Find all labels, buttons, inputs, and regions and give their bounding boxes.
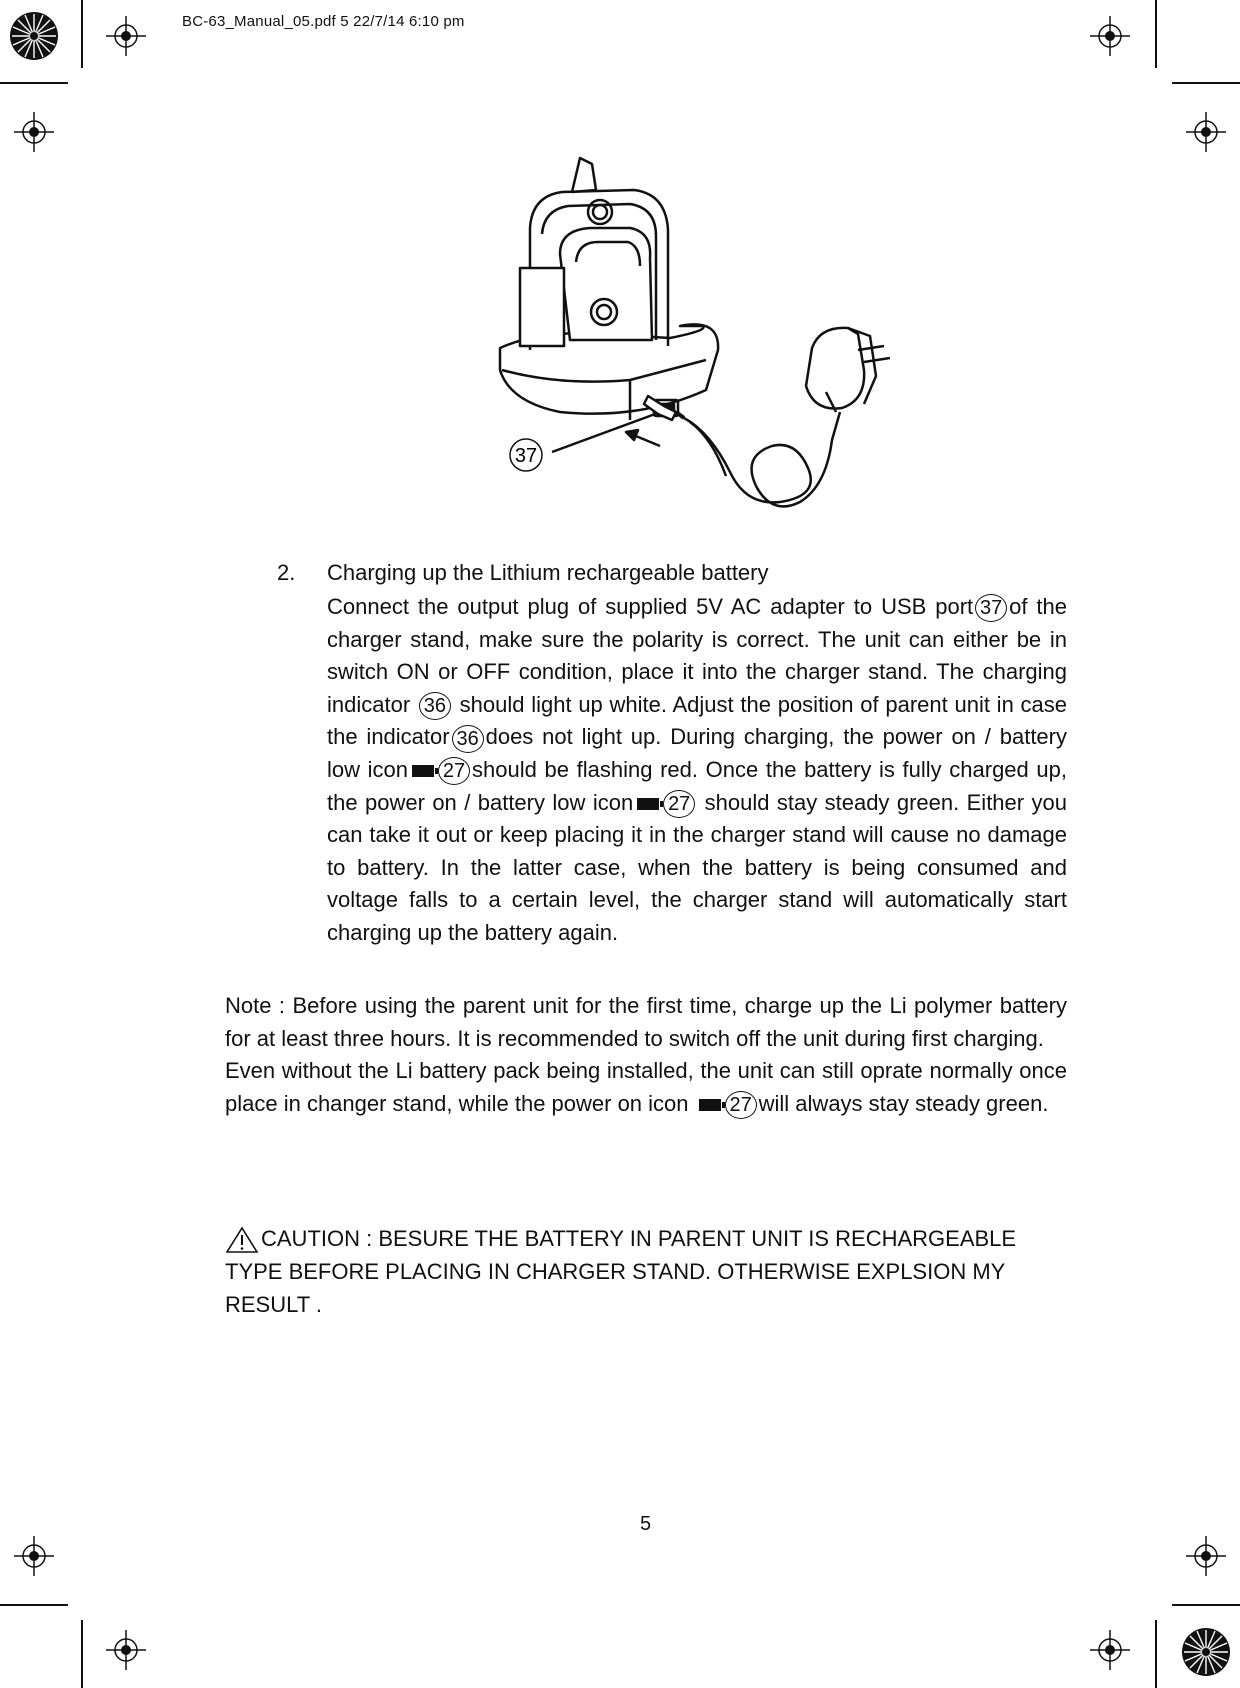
note-paragraph: Note : Before using the parent unit for the first time, charge up the Li polymer battery for at least three hours. It is recommended to switch off the unit during first charging.: [225, 993, 1067, 1051]
callout-37: 37: [975, 594, 1007, 622]
crop-line: [81, 1620, 83, 1688]
callout-36: 36: [419, 692, 451, 720]
crop-line: [1155, 1620, 1157, 1688]
note-text: Even without the Li battery pack being installed, the unit can still oprate normally once place in changer stand, while the power on icon: [225, 1058, 1067, 1116]
warning-triangle-icon: [225, 1226, 259, 1254]
registration-rosette-icon: [8, 10, 60, 62]
crosshair-mark-icon: [106, 16, 146, 56]
crop-line: [1172, 82, 1240, 84]
caution-block: [225, 1222, 1067, 1321]
crop-line: [81, 0, 83, 68]
crosshair-mark-icon: [1186, 1536, 1226, 1576]
crosshair-mark-icon: [106, 1630, 146, 1670]
note-block: [225, 990, 1067, 1120]
step-text: should be flashing red. Once the battery is fully charged up, the power on / battery low icon: [327, 756, 1067, 815]
callout-27: 27: [725, 1091, 757, 1119]
callout-27: 27: [438, 757, 470, 785]
step-text: does not light up. During charging, the power on / battery low icon: [327, 724, 1067, 782]
note-text: will always stay steady green.: [758, 1090, 1049, 1116]
registration-rosette-icon: [1180, 1626, 1232, 1678]
step-title: Charging up the Lithium rechargeable battery: [327, 560, 769, 585]
crosshair-mark-icon: [14, 112, 54, 152]
page-number: 5: [640, 1513, 652, 1535]
callout-36: 36: [452, 725, 484, 753]
step-text: of the charger stand, make sure the polarity is correct. The unit can either be in switch ON or OFF condition, place it into the charger stand. The charging indicator: [327, 594, 1067, 717]
crop-line: [1155, 0, 1157, 68]
figure-callout-label: 37: [514, 445, 538, 467]
note-paragraph-2: [225, 1055, 1067, 1120]
crop-line: [1172, 1604, 1240, 1606]
crosshair-mark-icon: [1090, 16, 1130, 56]
step-text: should stay steady green. Either you can take it out or keep placing it in the charger stand will cause no damage to battery. In the latter case, when the battery is being consumed and voltage falls to a certain level, the charger stand will automatically start charging up the battery again.: [327, 789, 1067, 945]
step-number: 2.: [277, 560, 296, 585]
crosshair-mark-icon: [14, 1536, 54, 1576]
crop-line: [0, 1604, 68, 1606]
crosshair-mark-icon: [1186, 112, 1226, 152]
printer-slug: BC-63_Manual_05.pdf 5 22/7/14 6:10 pm: [182, 13, 465, 30]
crosshair-mark-icon: [1090, 1630, 1130, 1670]
charger-stand-illustration: [480, 150, 980, 550]
step-body: [327, 591, 1067, 950]
crop-line: [0, 82, 68, 84]
caution-text: CAUTION : BESURE THE BATTERY IN PARENT UNIT IS RECHARGEABLE TYPE BEFORE PLACING IN CHARGER STAND. OTHERWISE EXPLSION MY RESULT .: [225, 1226, 1017, 1317]
step-text: Connect the output plug of supplied 5V AC adapter to USB port: [327, 594, 974, 619]
battery-icon: [637, 798, 659, 810]
callout-27: 27: [663, 790, 695, 818]
battery-icon: [699, 1099, 721, 1111]
battery-icon: [412, 765, 434, 777]
step-text: should light up white. Adjust the position of parent unit in case the indicator: [327, 691, 1068, 750]
